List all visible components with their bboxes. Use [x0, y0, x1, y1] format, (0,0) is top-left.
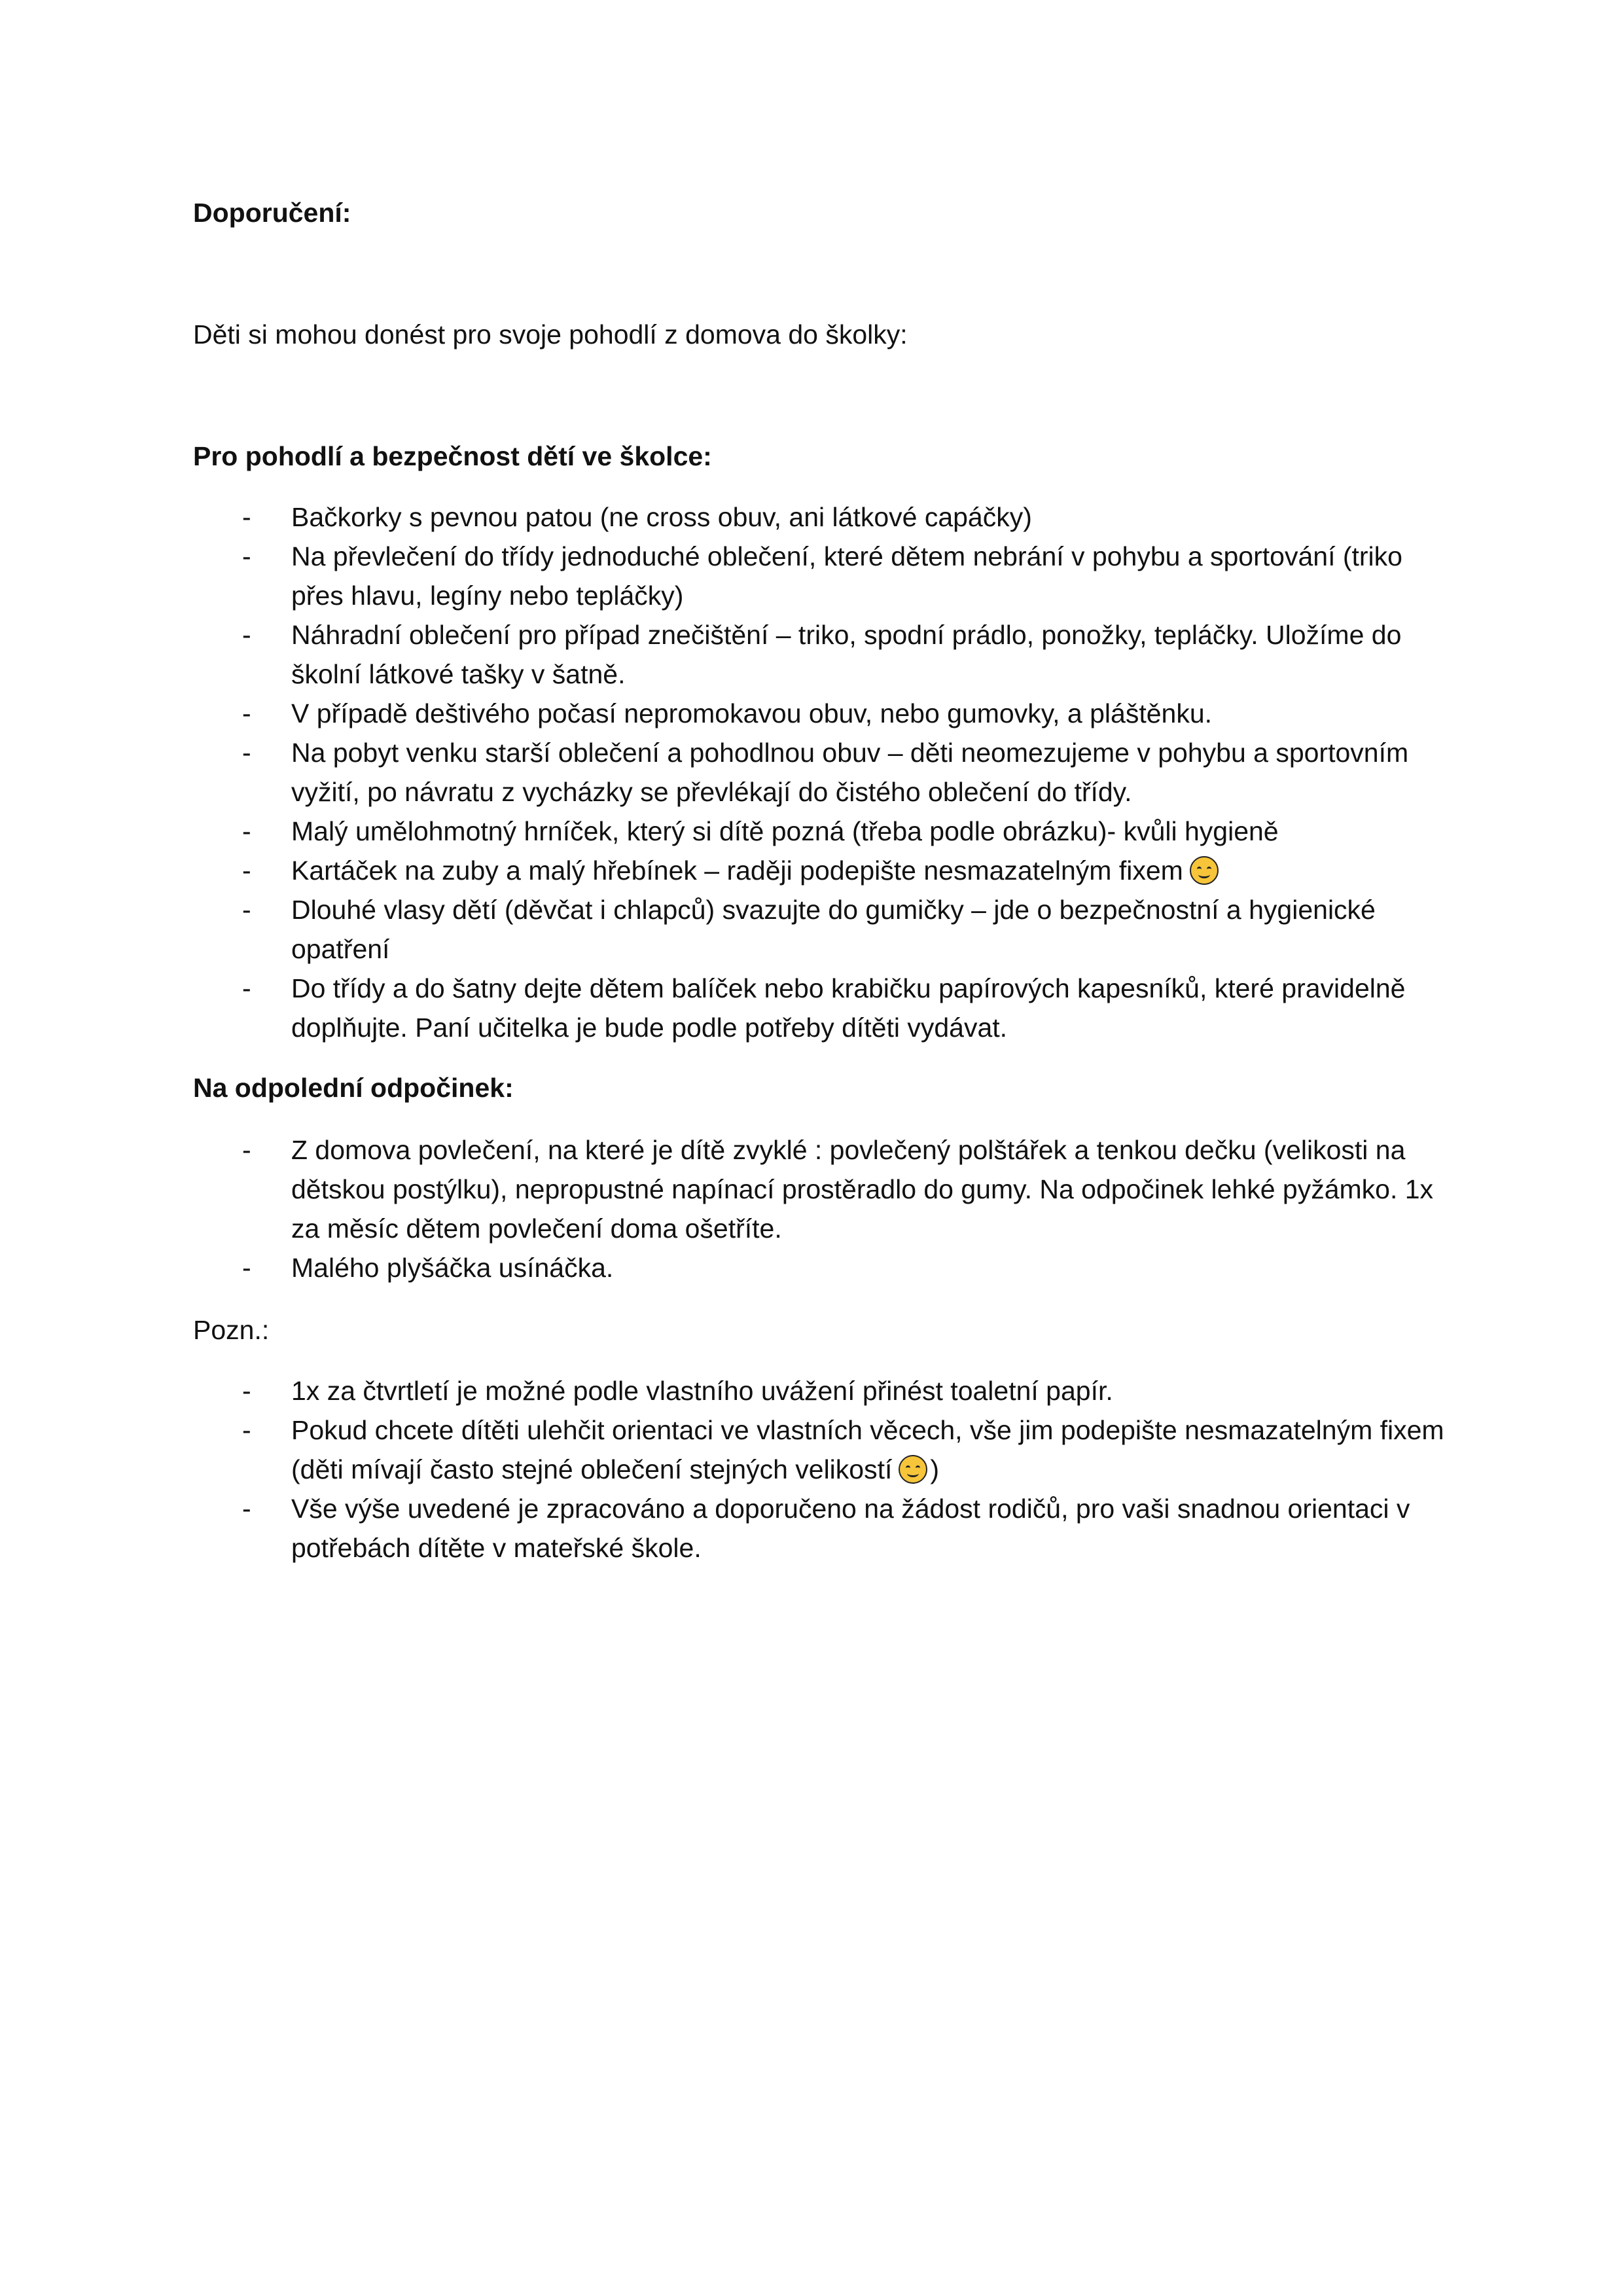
- bullet-dash: -: [242, 1494, 251, 1524]
- smiling-face-icon: [899, 1455, 927, 1484]
- list-item: - 1x za čtvrtletí je možné podle vlastního uvážení přinést toaletní papír.: [193, 1371, 1456, 1410]
- rest-list: [193, 1130, 1456, 1287]
- list-item: - Dlouhé vlasy dětí (děvčat i chlapců) svazujte do gumičky – jde o bezpečnostní a hygienické opatření: [193, 890, 1456, 969]
- list-item: - Na pobyt venku starší oblečení a pohodlnou obuv – děti neomezujeme v pohybu a sportovním vyžití, po návratu z vycházky se převlékají do čistého oblečení do třídy.: [193, 733, 1456, 812]
- list-item: - V případě deštivého počasí nepromokavou obuv, nebo gumovky, a pláštěnku.: [193, 694, 1456, 733]
- section-heading-rest: Na odpolední odpočinek:: [193, 1073, 514, 1103]
- comfort-list: [193, 497, 1456, 1047]
- bullet-dash: -: [242, 1415, 251, 1445]
- list-item: - Malého plyšáčka usínáčka.: [193, 1248, 1456, 1287]
- bullet-dash: -: [242, 1135, 251, 1165]
- bullet-dash: -: [242, 816, 251, 846]
- list-item: - Na převlečení do třídy jednoduché oblečení, které dětem nebrání v pohybu a sportování (triko přes hlavu, legíny nebo tepláčky): [193, 537, 1456, 615]
- list-item: - Kartáček na zuby a malý hřebínek – raději podepište nesmazatelným fixem: [193, 851, 1456, 890]
- list-item: - Malý umělohmotný hrníček, který si dítě pozná (třeba podle obrázku)- kvůli hygieně: [193, 812, 1456, 851]
- bullet-dash: -: [242, 895, 251, 925]
- note-heading: Pozn.:: [193, 1315, 270, 1345]
- bullet-dash: -: [242, 1376, 251, 1406]
- list-item: - Náhradní oblečení pro případ znečištění – triko, spodní prádlo, ponožky, tepláčky. Uložíme do školní látkové tašky v šatně.: [193, 615, 1456, 694]
- list-item: - Vše výše uvedené je zpracováno a doporučeno na žádost rodičů, pro vaši snadnou orientaci v potřebách dítěte v mateřské škole.: [193, 1489, 1456, 1568]
- intro-text: Děti si mohou donést pro svoje pohodlí z domova do školky:: [193, 319, 908, 350]
- bullet-dash: -: [242, 502, 251, 532]
- list-item: - Do třídy a do šatny dejte dětem balíček nebo krabičku papírových kapesníků, které pravidelně doplňujte. Paní učitelka je bude podle potřeby dítěti vydávat.: [193, 969, 1456, 1047]
- section-heading-comfort: Pro pohodlí a bezpečnost dětí ve školce:: [193, 441, 712, 471]
- bullet-dash: -: [242, 541, 251, 571]
- note-list: [193, 1371, 1456, 1568]
- bullet-dash: -: [242, 1253, 251, 1283]
- bullet-dash: -: [242, 620, 251, 650]
- document-title: Doporučení:: [193, 198, 351, 228]
- list-item: - Pokud chcete dítěti ulehčit orientaci ve vlastních věcech, vše jim podepište nesmazatelným fixem (děti mívají často stejné oblečení stejných velikostí ): [193, 1410, 1456, 1489]
- bullet-dash: -: [242, 973, 251, 1003]
- list-item: - Bačkorky s pevnou patou (ne cross obuv, ani látkové capáčky): [193, 497, 1456, 537]
- smiling-face-icon: [1190, 856, 1219, 885]
- bullet-dash: -: [242, 855, 251, 886]
- list-item: - Z domova povlečení, na které je dítě zvyklé : povlečený polštářek a tenkou dečku (velikosti na dětskou postýlku), nepropustné napínací prostěradlo do gumy. Na odpočinek lehké pyžámko. 1x za měsíc dětem povlečení doma ošetříte.: [193, 1130, 1456, 1248]
- bullet-dash: -: [242, 738, 251, 768]
- bullet-dash: -: [242, 698, 251, 728]
